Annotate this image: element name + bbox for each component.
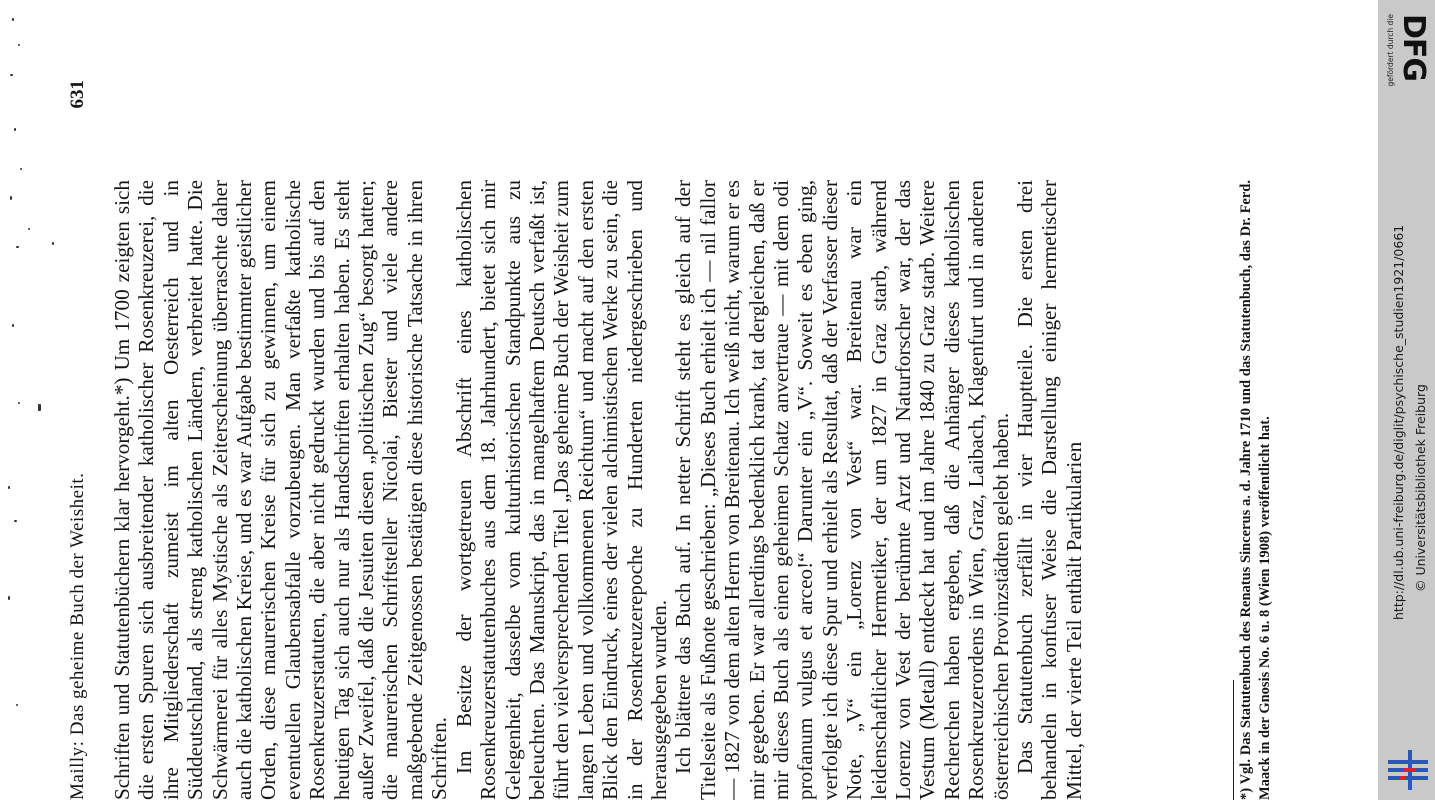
scan-speck: [20, 168, 22, 170]
running-header-title: Mailly: Das geheime Buch der Weisheit.: [67, 472, 88, 800]
scan-speck: [52, 242, 54, 245]
paragraph: Schriften und Statutenbüchern klar hervorgeht.*) Um 1700 zeigten sich die ersten Spuren sich ausbreitender katholischer Rosenkreuzerei, die ihre Mitgliederschaft zumeist im alten Oesterreich und in Süddeutschland, als streng katholischen Ländern, verbreitet hatte. Die Schwärmerei für alles Mystische als Zeiterscheinung überraschte daher auch die katholischen Kreise, und es war Aufgabe bestimmter geistlicher Orden, diese maurerischen Kreise für sich zu gewinnen, um einem eventuellen Glaubensabfalle vorzubeugen. Man verfaßte katholische Rosenkreuzerstatuten, die aber nicht gedruckt wurden und bis auf den heutigen Tag sich auch nur als Handschriften erhalten haben. Es steht außer Zweifel, daß die Jesuiten diesen „politischen Zug“ besorgt hatten; die maurerischen Schriftsteller Nicolai, Biester und viele andere maßgebende Zeitgenossen bestätigen diese historische Tatsache in ihren Schriften.: [110, 180, 452, 800]
permalink-url[interactable]: http://dl.ub.uni-freiburg.de/diglit/psychische_studien1921/0661: [1391, 224, 1406, 620]
scan-speck: [8, 596, 10, 600]
scan-speck: [14, 520, 17, 522]
scan-speck: [14, 128, 16, 131]
running-header: [65, 60, 93, 800]
rotated-page-body: [65, 60, 1295, 800]
scan-margin-specks: [0, 0, 60, 800]
scan-speck: [16, 246, 19, 248]
scan-speck: [10, 74, 13, 76]
paragraph: Das Statutenbuch zerfällt in vier Hauptteile. Die ersten drei behandeln in konfuser Weise die Darstellung einiger hermetischer Mittel, der vierte Teil enthält Partikularien: [1013, 180, 1086, 800]
scan-speck: [8, 486, 10, 489]
scan-speck: [16, 704, 18, 706]
paragraph: Ich blättere das Buch auf. In netter Schrift steht es gleich auf der Titelseite als Fußnote geschrieben: „Dieses Buch erhielt ich — nil fallor — 1827 von dem alten Herrn von Breitenau. Ich weiß nicht, warum er es mir gegeben. Er war allerdings bedenklich krank, tat dergleichen, daß er mir dieses Buch als einen geheimen Schatz anvertraue — mit dem odi profanum vulgus et arceo!“ Darunter ein „V“. Soweit es eben ging, verfolgte ich diese Spur und erhielt als Resultat, daß der Verfasser dieser Note, „V“ ein „Lorenz von Vest“ war. Breitenau war ein leidenschaftlicher Hermetiker, der um 1827 in Graz starb, während Lorenz von Vest der berühmte Arzt und Naturforscher war, der das Vestum (Metall) entdeckt hat und im Jahre 1840 zu Graz starb. Weitere Recherchen haben ergeben, daß die Anhänger dieses katholischen Rosenkreuzerordens in Wien, Graz, Laibach, Klagenfurt und in anderen österreichischen Provinzstädten gelebt haben.: [671, 180, 1013, 800]
scan-speck: [18, 402, 20, 404]
dfg-funding-badge: [1380, 6, 1433, 96]
scan-speck: [12, 18, 14, 21]
scan-speck: [38, 404, 41, 411]
page-number: 631: [67, 80, 88, 109]
footnote: *) Vgl. Das Statutenbuch des Renatus Sincerus a. d. Jahre 1710 und das Statutenbuch, das Dr. Ferd. Maack in der Gnosis No. 6 u. 8 (Wien 1908) veröffentlicht hat.: [1238, 180, 1273, 800]
scan-speck: [18, 44, 20, 46]
scan-speck: [10, 196, 12, 200]
paragraph: Im Besitze der wortgetreuen Abschrift eines katholischen Rosenkreuzerstatutenbuches aus dem 18. Jahrhundert, bietet sich mir Gelegenheit, dasselbe vom kulturhistorischen Standpunkte aus zu beleuchten. Das Manuskript, das in mangelhaftem Deutsch verfaßt ist, führt den vielversprechenden Titel „Das geheime Buch der Weisheit zum langen Leben und vollkommenen Reichtum“ und macht auf den ersten Blick den Eindruck, eines der vielen alchimistischen Werke zu sein, die in der Rosenkreuzerepoche zu Hunderten niedergeschrieben und herausgegeben wurden.: [451, 180, 671, 800]
scan-speck: [28, 228, 30, 230]
university-library-logo-icon: [1386, 748, 1430, 792]
dfg-logo: DFG: [1396, 14, 1431, 82]
body-text: [110, 180, 1210, 800]
copyright-notice: © Universitätsbibliothek Freiburg: [1413, 384, 1428, 592]
footnote-rule: [1233, 680, 1234, 800]
dfg-funded-by-label: gefördert durch die: [1386, 14, 1395, 87]
scan-speck: [12, 324, 14, 327]
